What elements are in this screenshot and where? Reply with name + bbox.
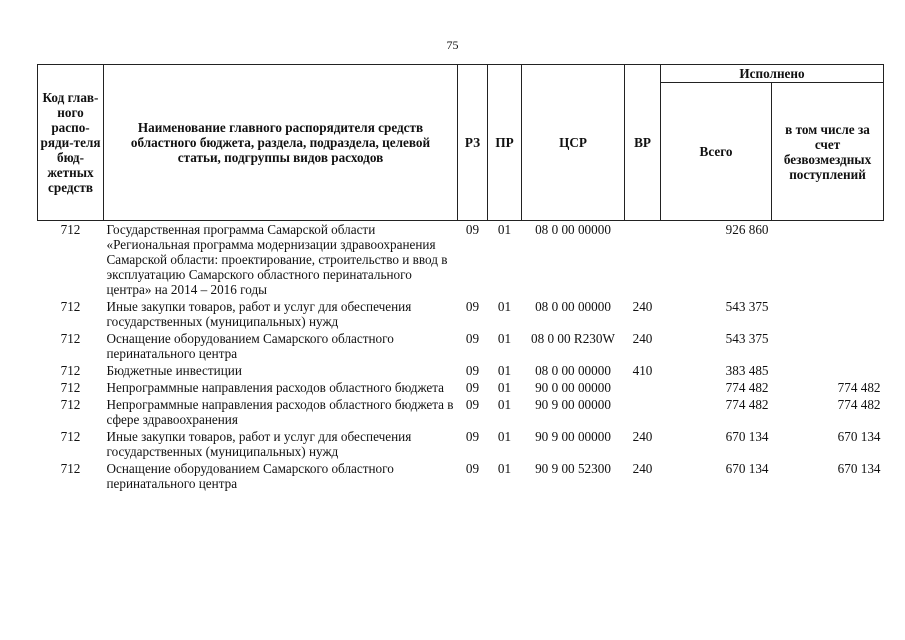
cell-vr: [625, 379, 661, 396]
cell-name: Оснащение оборудованием Самарского областного перинатального центра: [106, 461, 394, 491]
cell-name: Иные закупки товаров, работ и услуг для обеспечения государственных (муниципальных) нужд: [106, 429, 412, 459]
cell-csr: 08 0 00 00000: [535, 363, 611, 378]
cell-free: 774 482: [837, 380, 881, 395]
cell-code: 712: [60, 299, 81, 314]
table-body: [38, 221, 884, 493]
cell-csr: 90 0 00 00000: [535, 380, 611, 395]
cell-rz: 09: [465, 363, 480, 378]
cell-total: 774 482: [725, 397, 769, 412]
header-name: Наименование главного распорядителя средств областного бюджета, раздела, подраздела, целевой статьи, подгруппы видов расходов: [104, 65, 458, 221]
table-row: [38, 460, 884, 492]
table-header: [38, 65, 884, 221]
cell-csr: 08 0 00 00000: [535, 222, 611, 237]
table-row: [38, 428, 884, 460]
cell-total: 670 134: [725, 461, 769, 476]
cell-code: 712: [60, 331, 81, 346]
cell-pr: 01: [497, 363, 512, 378]
table-row: [38, 298, 884, 330]
cell-code: 712: [60, 363, 81, 378]
cell-name: Оснащение оборудованием Самарского областного перинатального центра: [106, 331, 394, 361]
cell-rz: 09: [465, 299, 480, 314]
cell-total: 926 860: [725, 222, 769, 237]
cell-free: [772, 362, 884, 379]
cell-pr: 01: [497, 222, 512, 237]
cell-csr: 90 9 00 00000: [535, 429, 611, 444]
cell-vr: 240: [632, 299, 653, 314]
cell-csr: 90 9 00 52300: [535, 461, 611, 476]
header-executed: Исполнено: [661, 65, 884, 83]
cell-vr: [625, 396, 661, 428]
cell-rz: 09: [465, 380, 480, 395]
cell-total: 543 375: [725, 299, 769, 314]
header-total: Всего: [661, 83, 772, 221]
cell-pr: 01: [497, 429, 512, 444]
cell-rz: 09: [465, 331, 480, 346]
table-row: [38, 379, 884, 396]
cell-pr: 01: [497, 397, 512, 412]
cell-total: 670 134: [725, 429, 769, 444]
cell-code: 712: [60, 429, 81, 444]
table-row: [38, 221, 884, 299]
cell-vr: 240: [632, 331, 653, 346]
cell-free: [772, 298, 884, 330]
header-pr: ПР: [488, 65, 522, 221]
cell-free: [772, 221, 884, 299]
cell-name: Государственная программа Самарской области «Региональная программа модернизации здравоохранения Самарской области: проектирование, строительство и ввод в эксплуатацию Самарского областного перинатального центра» на 2014 – 2016 годы: [106, 222, 448, 297]
cell-rz: 09: [465, 397, 480, 412]
cell-rz: 09: [465, 429, 480, 444]
cell-rz: 09: [465, 461, 480, 476]
cell-free: 670 134: [837, 461, 881, 476]
cell-total: 774 482: [725, 380, 769, 395]
table-row: [38, 330, 884, 362]
cell-name: Иные закупки товаров, работ и услуг для обеспечения государственных (муниципальных) нужд: [106, 299, 412, 329]
header-rz: РЗ: [458, 65, 488, 221]
cell-total: 383 485: [725, 363, 769, 378]
cell-free: 774 482: [837, 397, 881, 412]
header-csr: ЦСР: [522, 65, 625, 221]
cell-code: 712: [60, 380, 81, 395]
cell-name: Бюджетные инвестиции: [106, 363, 242, 378]
cell-rz: 09: [465, 222, 480, 237]
budget-table: [37, 64, 884, 492]
cell-vr: 240: [632, 461, 653, 476]
page-number: 75: [446, 38, 459, 52]
cell-pr: 01: [497, 299, 512, 314]
header-free: в том числе за счет безвозмездных поступлений: [772, 83, 884, 221]
cell-name: Непрограммные направления расходов областного бюджета в сфере здравоохранения: [106, 397, 454, 427]
cell-code: 712: [60, 461, 81, 476]
cell-pr: 01: [497, 380, 512, 395]
cell-csr: 08 0 00 R230W: [531, 331, 615, 346]
cell-total: 543 375: [725, 331, 769, 346]
cell-vr: [625, 221, 661, 299]
header-code: Код глав-ного распо-ряди-теля бюд-жетных средств: [38, 65, 104, 221]
cell-free: 670 134: [837, 429, 881, 444]
table-row: [38, 396, 884, 428]
cell-vr: 410: [632, 363, 653, 378]
cell-csr: 90 9 00 00000: [535, 397, 611, 412]
cell-pr: 01: [497, 461, 512, 476]
cell-csr: 08 0 00 00000: [535, 299, 611, 314]
table-row: [38, 362, 884, 379]
cell-code: 712: [60, 222, 81, 237]
cell-code: 712: [60, 397, 81, 412]
cell-name: Непрограммные направления расходов областного бюджета: [106, 380, 445, 395]
cell-pr: 01: [497, 331, 512, 346]
cell-free: [772, 330, 884, 362]
cell-vr: 240: [632, 429, 653, 444]
header-vr: ВР: [625, 65, 661, 221]
